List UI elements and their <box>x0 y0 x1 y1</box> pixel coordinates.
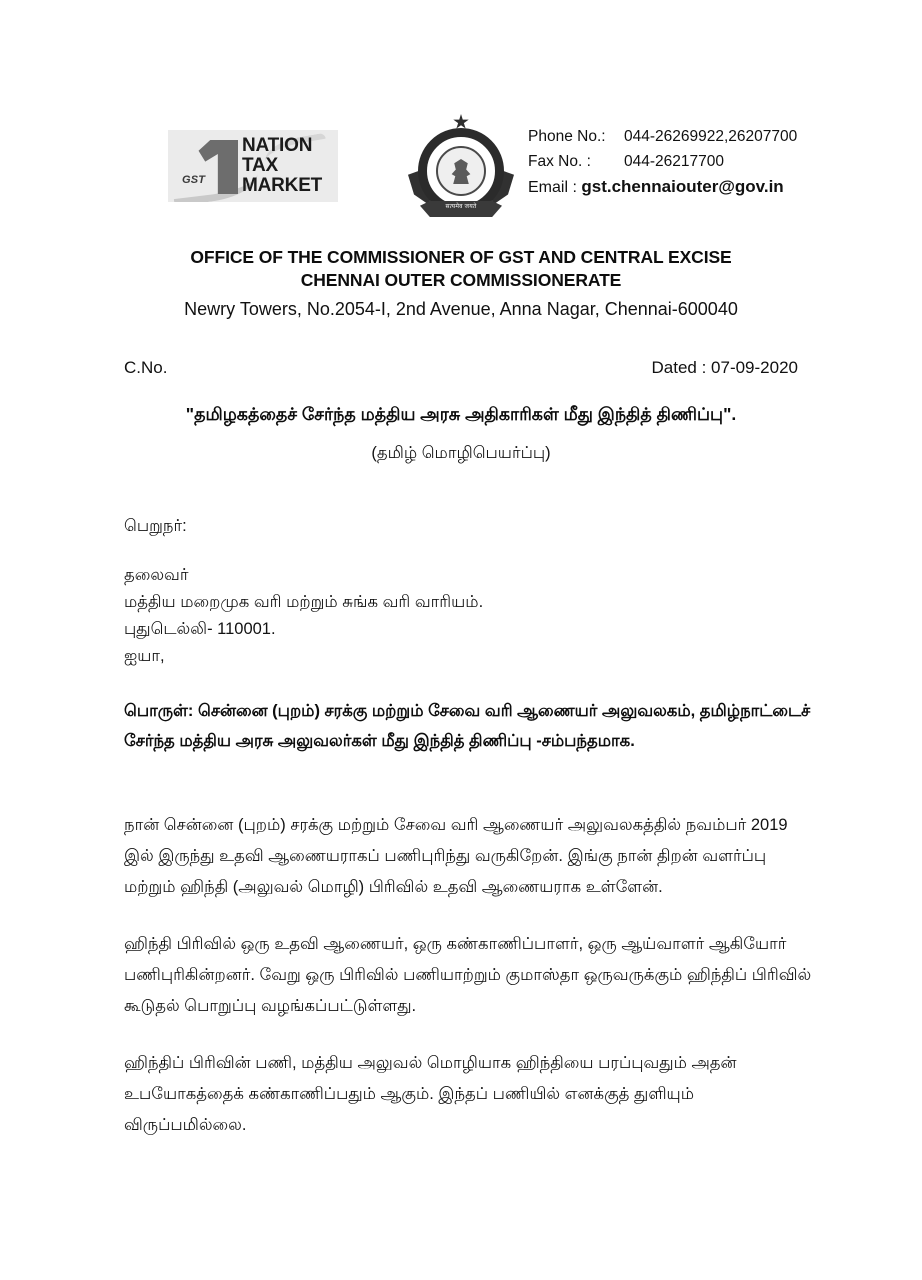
office-title-line2: CHENNAI OUTER COMMISSIONERATE <box>300 270 622 290</box>
salutation: ஐயா, <box>124 647 165 665</box>
contact-details <box>528 124 797 200</box>
gst-logo-tag: GST <box>182 174 206 186</box>
reference-line <box>124 358 798 378</box>
fax-row <box>528 149 797 174</box>
email-value[interactable]: gst.chennaiouter@gov.in <box>581 177 784 196</box>
gst-logo-words <box>242 136 322 196</box>
cno-label: C.No. <box>124 358 168 377</box>
subject-line: பொருள்: சென்னை (புறம்) சரக்கு மற்றும் சேவை வரி ஆணையர் அலுவலகம், தமிழ்நாட்டைச் சேர்ந்த மத்திய அரசு அலுவலர்கள் மீது இந்தித் திணிப்பு -சம்பந்தமாக. <box>124 702 811 750</box>
dated-label: Dated : 07-09-2020 <box>651 358 798 377</box>
emblem-banner-text: सत्यमेव जयते <box>445 204 477 210</box>
letter-body <box>124 512 814 1141</box>
gst-logo-line1: NATION <box>242 135 313 156</box>
fax-label: Fax No. : <box>528 153 591 170</box>
office-title-block <box>0 246 922 321</box>
gst-logo-line3: MARKET <box>242 175 323 196</box>
phone-label: Phone No.: <box>528 128 606 145</box>
gst-one-nation-one-tax-one-market-logo <box>168 130 338 202</box>
document-title: "தமிழகத்தைச் சேர்ந்த மத்திய அரசு அதிகாரிகள் மீது இந்தித் திணிப்பு". <box>185 404 737 424</box>
office-title-line1: OFFICE OF THE COMMISSIONER OF GST AND CENTRAL EXCISE <box>190 247 732 267</box>
addressee-line-1: தலைவர் <box>124 566 189 584</box>
body-paragraph-3: ஹிந்திப் பிரிவின் பணி, மத்திய அலுவல் மொழியாக ஹிந்தியை பரப்புவதும் அதன் உபயோகத்தைக் கண்காணிப்பதும் ஆகும். இந்தப் பணியில் எனக்குத் துளியும் விருப்பமில்லை. <box>124 1054 737 1134</box>
document-subtitle: (தமிழ் மொழிபெயர்ப்பு) <box>371 444 551 462</box>
phone-row <box>528 124 797 149</box>
phone-value: 044-26269922,26207700 <box>624 128 798 145</box>
email-label: Email : <box>528 179 577 196</box>
to-label: பெறுநர்: <box>124 517 187 535</box>
gst-logo-line2: TAX <box>242 155 278 176</box>
cbic-government-emblem-icon <box>410 114 512 218</box>
addressee-line-2: மத்திய மறைமுக வரி மற்றும் சுங்க வரி வாரியம். <box>124 593 484 611</box>
fax-value: 044-26217700 <box>624 153 724 170</box>
office-address: Newry Towers, No.2054-I, 2nd Avenue, Anna Nagar, Chennai-600040 <box>184 299 738 319</box>
body-paragraph-1: நான் சென்னை (புறம்) சரக்கு மற்றும் சேவை வரி ஆணையர் அலுவலகத்தில் நவம்பர் 2019 இல் இருந்து உதவி ஆணையராகப் பணிபுரிந்து வருகிறேன். இங்கு நான் திறன் வளர்ப்பு மற்றும் ஹிந்தி (அலுவல் மொழி) பிரிவில் உதவி ஆணையராக உள்ளேன். <box>124 816 788 896</box>
addressee-block <box>124 562 814 670</box>
addressee-line-3: புதுடெல்லி- 110001. <box>124 620 276 638</box>
letterhead <box>0 108 922 220</box>
body-paragraph-2: ஹிந்தி பிரிவில் ஒரு உதவி ஆணையர், ஒரு கண்காணிப்பாளர், ஒரு ஆய்வாளர் ஆகியோர் பணிபுரிகின்றனர். வேறு ஒரு பிரிவில் பணியாற்றும் குமாஸ்தா ஒருவருக்கும் ஹிந்திப் பிரிவில் கூடுதல் பொறுப்பு வழங்கப்பட்டுள்ளது. <box>124 935 812 1015</box>
email-row <box>528 174 797 200</box>
